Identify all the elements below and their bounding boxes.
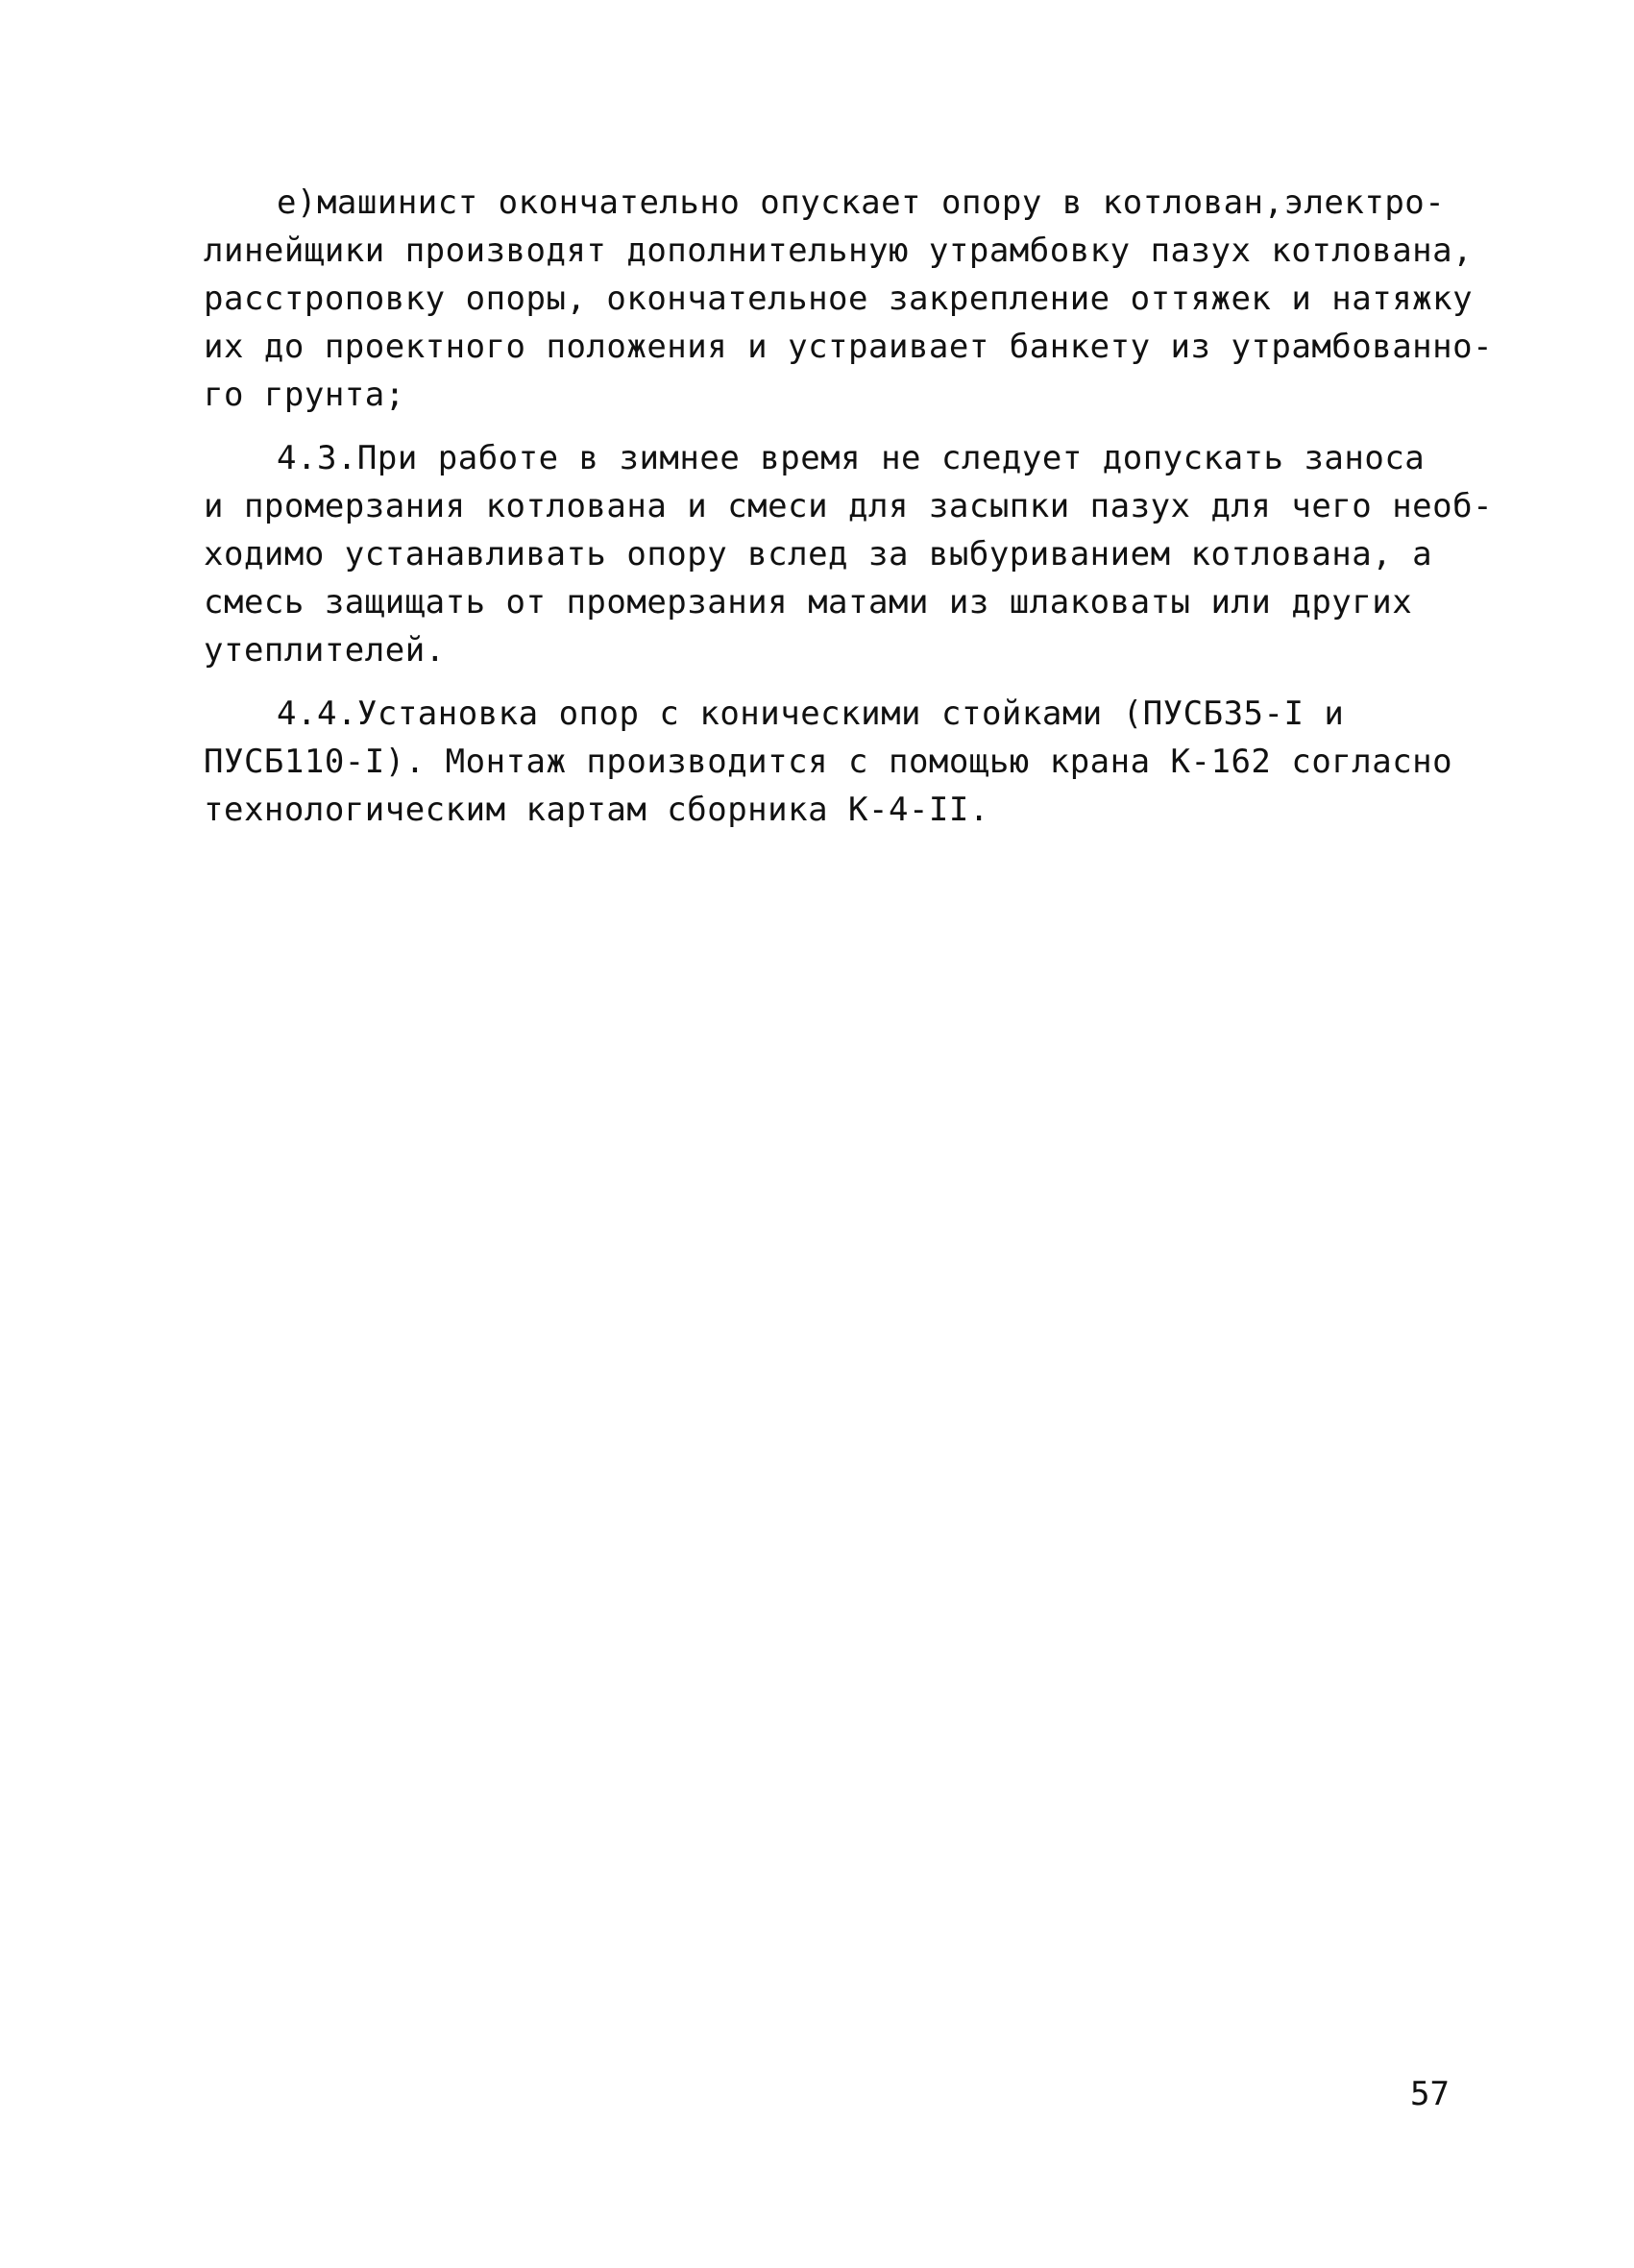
- text-line: утеплителей.: [204, 631, 446, 670]
- text-line: 4.3.При работе в зимнее время не следует допускать заноса: [277, 439, 1426, 477]
- text-line: технологическим картам сборника К-4-II.: [204, 791, 989, 829]
- paragraph-4-3: [204, 434, 1494, 674]
- text-line: 4.4.Установка опор с коническими стойками (ПУСБ35-I и: [277, 695, 1345, 733]
- body-text: [204, 179, 1494, 849]
- text-line: линейщики производят дополнительную утрамбовку пазух котлована,: [204, 232, 1474, 270]
- text-line: смесь защищать от промерзания матами из шлаковаты или других: [204, 583, 1413, 622]
- text-line: го грунта;: [204, 376, 405, 414]
- paragraph-e: [204, 179, 1494, 419]
- text-line: их до проектного положения и устраивает банкету из утрамбованно-: [204, 328, 1494, 366]
- text-line: ходимо устанавливать опору вслед за выбуриванием котлована, а: [204, 535, 1433, 573]
- text-line: ПУСБ110-I). Монтаж производится с помощью крана К-162 согласно: [204, 743, 1453, 781]
- text-line: расстроповку опоры, окончательное закрепление оттяжек и натяжку: [204, 280, 1474, 318]
- paragraph-4-4: [204, 690, 1481, 834]
- text-line: е)машинист окончательно опускает опору в котлован,электро-: [277, 183, 1446, 222]
- page-number: 57: [1410, 2075, 1450, 2113]
- text-line: и промерзания котлована и смеси для засыпки пазух для чего необ-: [204, 487, 1494, 525]
